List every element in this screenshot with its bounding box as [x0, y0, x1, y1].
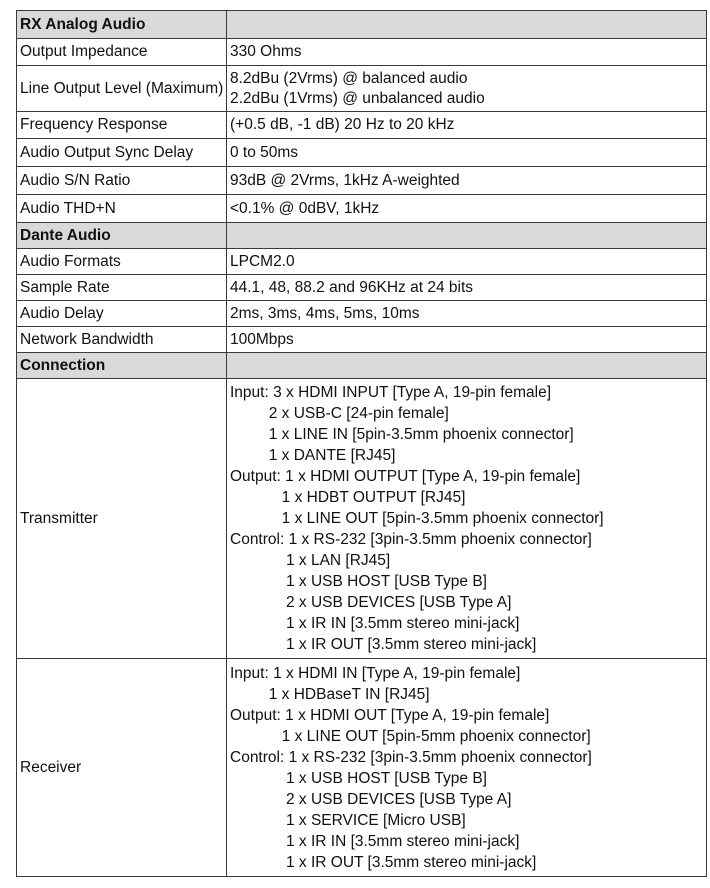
spec-row: [17, 249, 707, 275]
spec-row: [17, 275, 707, 301]
section-header-rx-analog-audio: [17, 11, 707, 39]
connection-line: 1 x SERVICE [Micro USB]: [230, 811, 466, 829]
spec-row: [17, 66, 707, 112]
connection-line: 1 x IR OUT [3.5mm stereo mini-jack]: [230, 636, 537, 653]
spec-label: Audio Formats: [17, 249, 227, 275]
section-header-dante-audio: [17, 223, 707, 249]
spec-row-receiver: [17, 659, 707, 877]
spec-value: LPCM2.0: [227, 249, 707, 275]
spec-row: [17, 112, 707, 139]
spec-label: Audio Delay: [17, 301, 227, 327]
spec-label: Audio Output Sync Delay: [17, 139, 227, 167]
spec-label: Receiver: [17, 659, 227, 877]
spec-label: Audio S/N Ratio: [17, 167, 227, 195]
spec-row-transmitter: [17, 379, 707, 659]
spec-table: [16, 10, 707, 877]
section-title: Dante Audio: [17, 223, 227, 249]
transmitter-connections: [227, 379, 707, 659]
spec-value: [227, 66, 707, 112]
spec-value: <0.1% @ 0dBV, 1kHz: [227, 195, 707, 223]
spec-value: 93dB @ 2Vrms, 1kHz A-weighted: [227, 167, 707, 195]
receiver-connections: [227, 659, 707, 877]
connection-line: 1 x IR IN [3.5mm stereo mini-jack]: [230, 615, 520, 632]
connection-line: Output: 1 x HDMI OUT [Type A, 19-pin female]: [230, 706, 550, 724]
spec-value: 330 Ohms: [227, 39, 707, 66]
spec-label: Output Impedance: [17, 39, 227, 66]
connection-line: Control: 1 x RS-232 [3pin-3.5mm phoenix connector]: [230, 748, 592, 766]
connection-line: 1 x DANTE [RJ45]: [230, 447, 396, 464]
spec-row: [17, 327, 707, 353]
spec-label-text: Line Output Level (Maximum): [20, 79, 224, 97]
connection-line: Output: 1 x HDMI OUTPUT [Type A, 19-pin female]: [230, 468, 581, 485]
spec-label: Network Bandwidth: [17, 327, 227, 353]
spec-value: (+0.5 dB, -1 dB) 20 Hz to 20 kHz: [227, 112, 707, 139]
spec-value: 2ms, 3ms, 4ms, 5ms, 10ms: [227, 301, 707, 327]
section-title: Connection: [17, 353, 227, 379]
connection-line: 1 x IR IN [3.5mm stereo mini-jack]: [230, 832, 520, 850]
connection-line: 1 x IR OUT [3.5mm stereo mini-jack]: [230, 853, 537, 871]
connection-line: Control: 1 x RS-232 [3pin-3.5mm phoenix connector]: [230, 531, 592, 548]
connection-line: 1 x LINE OUT [5pin-3.5mm phoenix connector]: [230, 510, 604, 527]
connection-line: 1 x HDBaseT IN [RJ45]: [230, 685, 430, 703]
connection-line: 1 x LINE OUT [5pin-5mm phoenix connector]: [230, 727, 591, 745]
spec-value: 44.1, 48, 88.2 and 96KHz at 24 bits: [227, 275, 707, 301]
spec-row: [17, 39, 707, 66]
spec-row: [17, 301, 707, 327]
connection-line: 1 x USB HOST [USB Type B]: [230, 769, 487, 787]
connection-line: 1 x LINE IN [5pin-3.5mm phoenix connector]: [230, 426, 574, 443]
spec-label: Sample Rate: [17, 275, 227, 301]
connection-line: Input: 1 x HDMI IN [Type A, 19-pin female]: [230, 664, 521, 682]
section-title: RX Analog Audio: [17, 11, 227, 39]
connection-line: 2 x USB DEVICES [USB Type A]: [230, 790, 512, 808]
connection-line: 1 x USB HOST [USB Type B]: [230, 573, 487, 590]
section-header-connection: [17, 353, 707, 379]
spec-label: Transmitter: [17, 379, 227, 659]
connection-line: 2 x USB-C [24-pin female]: [230, 405, 449, 422]
connection-line: 1 x LAN [RJ45]: [230, 552, 391, 569]
spec-value: 0 to 50ms: [227, 139, 707, 167]
connection-line: 1 x HDBT OUTPUT [RJ45]: [230, 489, 466, 506]
spec-label: [17, 66, 227, 112]
spec-row: [17, 195, 707, 223]
spec-value-text: 8.2dBu (2Vrms) @ balanced audio 2.2dBu (1Vrms) @ unbalanced audio: [230, 69, 485, 107]
connection-line: Input: 3 x HDMI INPUT [Type A, 19-pin female]: [230, 384, 552, 401]
spec-row: [17, 139, 707, 167]
spec-label: Audio THD+N: [17, 195, 227, 223]
spec-label: Frequency Response: [17, 112, 227, 139]
spec-value: 100Mbps: [227, 327, 707, 353]
connection-line: 2 x USB DEVICES [USB Type A]: [230, 594, 512, 611]
spec-row: [17, 167, 707, 195]
